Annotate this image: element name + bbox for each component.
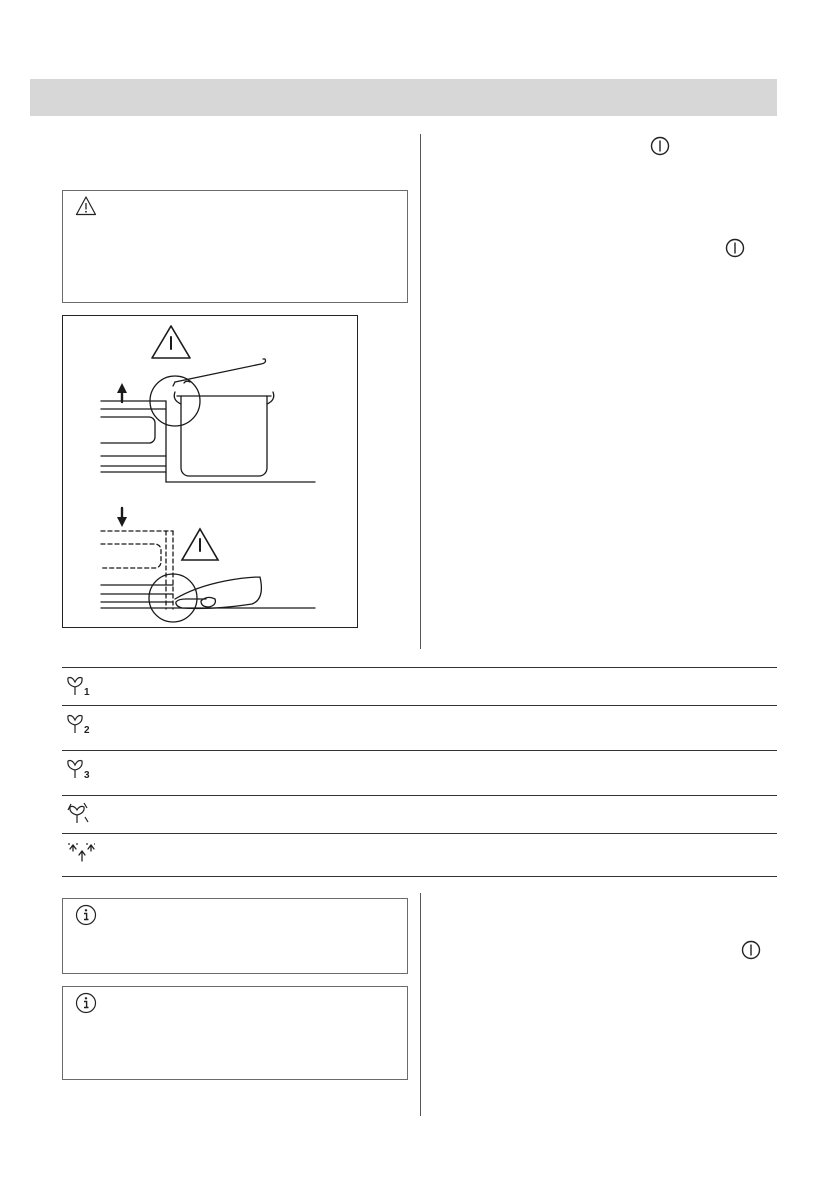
svg-text:2: 2 — [84, 725, 90, 736]
table-row — [62, 705, 777, 750]
fan-boost-icon — [65, 801, 95, 827]
cookware-lid-illustration — [63, 316, 357, 627]
power-icon — [650, 136, 670, 161]
fan-speed-1-icon — [65, 673, 95, 699]
arrow-up-icon — [117, 383, 127, 402]
table-row — [62, 750, 777, 795]
info-icon — [75, 904, 97, 931]
warning-triangle-icon — [75, 195, 97, 222]
fan-speed-table — [62, 667, 777, 877]
table-row — [62, 833, 777, 877]
table-row — [62, 795, 777, 833]
svg-text:3: 3 — [84, 770, 90, 781]
power-icon — [741, 940, 761, 965]
table-row — [62, 667, 777, 705]
fan-speed-2-icon — [65, 711, 95, 737]
svg-text:1: 1 — [84, 687, 90, 698]
column-divider-bottom — [420, 893, 421, 1116]
section-header-bar — [30, 79, 777, 116]
column-divider-top — [420, 134, 421, 649]
info-icon — [75, 992, 97, 1019]
illustration-box — [62, 315, 358, 628]
warning-triangle-icon — [182, 529, 218, 560]
info-box — [62, 986, 408, 1080]
warning-box — [62, 190, 408, 303]
warning-triangle-icon — [152, 326, 190, 358]
fan-speed-3-icon — [65, 756, 95, 782]
light-icon — [65, 839, 95, 865]
power-icon — [725, 238, 745, 263]
arrow-down-icon — [117, 508, 127, 527]
info-box — [62, 898, 408, 974]
